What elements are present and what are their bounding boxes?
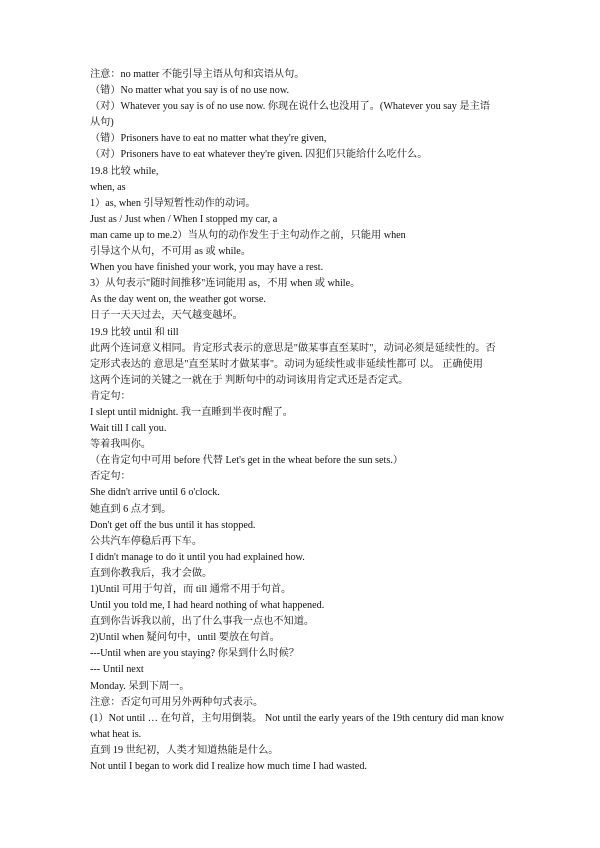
text-line: 等着我叫你。	[90, 439, 152, 451]
text-line: I slept until midnight. 我一直睡到半夜时醒了。	[90, 406, 293, 418]
text-line: She didn't arrive until 6 o'clock.	[90, 487, 220, 499]
text-line: （对）Whatever you say is of no use now. 你现在说什么也没用了。(Whatever you say 是主语	[90, 101, 490, 113]
text-line: Wait till I call you.	[90, 423, 167, 435]
text-line: 直到 19 世纪初，人类才知道热能是什么。	[90, 744, 279, 756]
text-line: 3）从句表示"随时间推移"连词能用 as，不用 when 或 while。	[90, 278, 361, 290]
text-line: ---Until when are you staying? 你呆到什么时候？	[90, 648, 300, 660]
document-body	[90, 67, 518, 775]
text-line: （在肯定句中可用 before 代替 Let's get in the wheat before the sun sets.）	[90, 455, 404, 467]
text-line: 此两个连词意义相同。肯定形式表示的意思是"做某事直至某时"，动词必须是延续性的。否	[90, 342, 496, 354]
text-line: When you have finished your work, you may have a rest.	[90, 262, 324, 274]
text-line: 定形式表达的 意思是"直至某时才做某事"。动词为延续性或非延续性都可 以。 正确使用	[90, 358, 483, 370]
text-line: As the day went on, the weather got worse.	[90, 294, 266, 306]
text-line: Don't get off the bus until it has stopped.	[90, 519, 256, 531]
text-line: 2)Until when 疑问句中，until 要放在句首。	[90, 632, 280, 644]
text-line: 直到你告诉我以前，出了什么事我一点也不知道。	[90, 616, 315, 628]
section-heading: 19.9 比较 until 和 till	[90, 326, 179, 338]
text-line: 否定句：	[90, 471, 131, 483]
text-line: （错）No matter what you say is of no use now.	[90, 85, 290, 97]
text-line: I didn't manage to do it until you had explained how.	[90, 551, 305, 563]
text-line: when, as	[90, 181, 126, 193]
text-line: 注意：否定句可用另外两种句式表示。	[90, 696, 264, 708]
text-line: what heat is.	[90, 728, 142, 740]
text-line: （对）Prisoners have to eat whatever they're given. 囚犯们只能给什么吃什么。	[90, 149, 428, 161]
text-line: 1)Until 可用于句首，而 till 通常不用于句首。	[90, 584, 292, 595]
text-line: Monday. 呆到下周一。	[90, 680, 190, 692]
text-line: Just as / Just when / When I stopped my car, a	[90, 213, 278, 225]
text-line: 这两个连词的关键之一就在于 判断句中的动词该用肯定式还是否定式。	[90, 374, 409, 386]
text-line: 公共汽车停稳后再下车。	[90, 535, 203, 547]
text-line: (1）Not until … 在句首，主句用倒装。 Not until the early years of the 19th century did man know	[90, 712, 504, 724]
text-line: 她直到 6 点才到。	[90, 503, 172, 515]
text-line: 日子一天天过去，天气越变越坏。	[90, 310, 243, 322]
text-line: man came up to me.2）当从句的动作发生于主句动作之前，只能用 when	[90, 229, 406, 241]
text-line: 肯定句：	[90, 390, 131, 402]
text-line: 1）as, when 引导短暂性动作的动词。	[90, 197, 256, 209]
text-line: 直到你教我后，我才会做。	[90, 567, 213, 579]
text-line: 注意：no matter 不能引导主语从句和宾语从句。	[90, 69, 305, 80]
section-heading: 19.8 比较 while,	[90, 165, 159, 177]
text-line: Not until I began to work did I realize how much time I had wasted.	[90, 761, 367, 773]
text-line: 从句)	[90, 117, 114, 129]
text-line: Until you told me, I had heard nothing of what happened.	[90, 600, 325, 612]
text-line: 引导这个从句，不可用 as 或 while。	[90, 246, 252, 258]
text-line: --- Until next	[90, 664, 144, 676]
text-line: （错）Prisoners have to eat no matter what they're given,	[90, 133, 327, 145]
